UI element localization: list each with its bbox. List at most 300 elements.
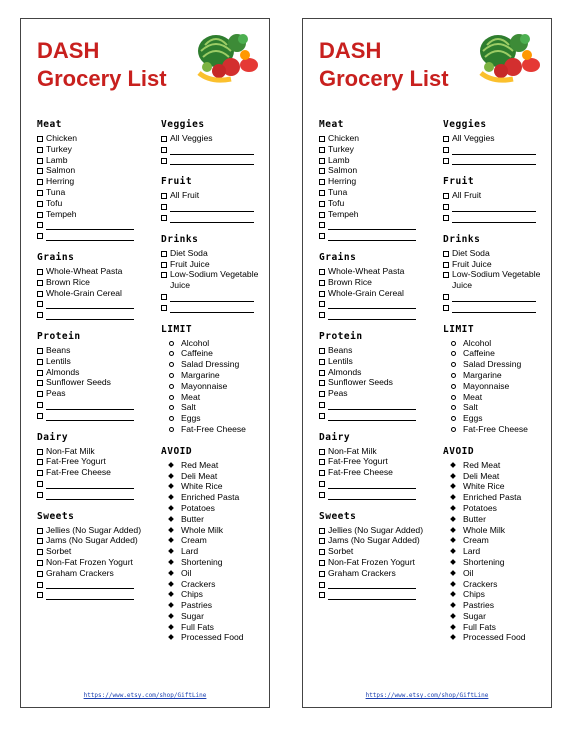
diamond-bullet-icon bbox=[168, 462, 174, 468]
write-in-line[interactable] bbox=[170, 215, 254, 223]
checkbox-icon[interactable] bbox=[161, 193, 167, 199]
write-in-line[interactable] bbox=[46, 592, 134, 600]
list-item bbox=[443, 381, 547, 392]
blank-line-item[interactable] bbox=[443, 212, 547, 223]
write-in-line[interactable] bbox=[170, 305, 254, 313]
diamond-bullet-icon bbox=[168, 602, 174, 608]
diamond-bullet-icon bbox=[450, 602, 456, 608]
checkbox-icon[interactable] bbox=[319, 179, 325, 185]
list-item bbox=[443, 248, 547, 259]
diamond-bullet-icon bbox=[168, 473, 174, 479]
checkbox-icon[interactable] bbox=[319, 280, 325, 286]
section-heading-fruit: Fruit bbox=[161, 176, 193, 188]
item-label: Oil bbox=[463, 567, 474, 578]
write-in-line[interactable] bbox=[328, 492, 416, 500]
list-item bbox=[319, 446, 437, 457]
item-label: Non-Fat Frozen Yogurt bbox=[328, 556, 415, 567]
list-item bbox=[161, 589, 265, 600]
write-in-line[interactable] bbox=[452, 204, 536, 212]
write-in-line[interactable] bbox=[170, 157, 254, 165]
section-dairy bbox=[319, 432, 437, 500]
blank-line-item[interactable] bbox=[319, 410, 437, 421]
right-column bbox=[161, 119, 265, 654]
write-in-line[interactable] bbox=[46, 481, 134, 489]
item-label: Enriched Pasta bbox=[463, 492, 522, 503]
section-drinks bbox=[161, 234, 265, 313]
item-list-protein bbox=[37, 345, 155, 421]
checkbox-icon[interactable] bbox=[319, 528, 325, 534]
item-label: Potatoes bbox=[463, 502, 497, 513]
write-in-line[interactable] bbox=[170, 294, 254, 302]
item-label: Full Fats bbox=[181, 621, 214, 632]
checkbox-icon[interactable] bbox=[319, 312, 325, 318]
checkbox-icon[interactable] bbox=[37, 136, 43, 142]
checkbox-icon[interactable] bbox=[319, 413, 325, 419]
section-heading-drinks: Drinks bbox=[161, 233, 199, 245]
item-label: Graham Crackers bbox=[328, 567, 396, 578]
checkbox-icon[interactable] bbox=[319, 201, 325, 207]
item-label: Sugar bbox=[463, 610, 486, 621]
checkbox-icon[interactable] bbox=[161, 294, 167, 300]
circle-bullet-icon bbox=[451, 395, 456, 400]
diamond-bullet-icon bbox=[450, 559, 456, 565]
checkbox-icon[interactable] bbox=[443, 305, 449, 311]
section-fruit bbox=[161, 176, 265, 222]
write-in-line[interactable] bbox=[328, 233, 416, 241]
blank-line-item[interactable] bbox=[443, 155, 547, 166]
list-item bbox=[37, 165, 155, 176]
diamond-bullet-icon bbox=[450, 581, 456, 587]
write-in-line[interactable] bbox=[46, 581, 134, 589]
section-grains bbox=[319, 252, 437, 320]
diamond-bullet-icon bbox=[168, 527, 174, 533]
checkbox-icon[interactable] bbox=[319, 459, 325, 465]
checkbox-icon[interactable] bbox=[37, 168, 43, 174]
list-item bbox=[161, 381, 265, 392]
list-item bbox=[443, 632, 547, 643]
checkbox-icon[interactable] bbox=[319, 158, 325, 164]
section-grains bbox=[37, 252, 155, 320]
circle-bullet-icon bbox=[169, 405, 174, 410]
diamond-bullet-icon bbox=[450, 537, 456, 543]
list-item bbox=[319, 266, 437, 277]
blank-line-item[interactable] bbox=[37, 478, 155, 489]
list-item bbox=[443, 338, 547, 349]
write-in-line[interactable] bbox=[46, 413, 134, 421]
item-label: Cream bbox=[463, 535, 489, 546]
item-label: Sunflower Seeds bbox=[46, 377, 111, 388]
item-label: Whole-Grain Cereal bbox=[328, 287, 404, 298]
item-label: Salmon bbox=[328, 165, 358, 176]
checkbox-icon[interactable] bbox=[319, 571, 325, 577]
item-list-veggies bbox=[161, 133, 265, 165]
item-label: Shortening bbox=[463, 556, 505, 567]
circle-bullet-icon bbox=[169, 427, 174, 432]
blank-line-item[interactable] bbox=[161, 212, 265, 223]
checkbox-icon[interactable] bbox=[443, 262, 449, 268]
checkbox-icon[interactable] bbox=[319, 168, 325, 174]
list-item bbox=[161, 632, 265, 643]
checkbox-icon[interactable] bbox=[319, 370, 325, 376]
checkbox-icon[interactable] bbox=[37, 459, 43, 465]
list-item bbox=[443, 392, 547, 403]
write-in-line[interactable] bbox=[452, 147, 536, 155]
circle-bullet-icon bbox=[451, 373, 456, 378]
list-item bbox=[319, 288, 437, 299]
checkbox-icon[interactable] bbox=[443, 294, 449, 300]
blank-line-item[interactable] bbox=[37, 399, 155, 410]
section-avoid bbox=[161, 446, 265, 644]
item-list-fruit bbox=[443, 190, 547, 222]
checkbox-icon[interactable] bbox=[37, 301, 43, 307]
item-label: All Fruit bbox=[170, 190, 200, 201]
list-item bbox=[37, 345, 155, 356]
list-item bbox=[161, 460, 265, 471]
diamond-bullet-icon bbox=[450, 624, 456, 630]
blank-line-item[interactable] bbox=[161, 302, 265, 313]
item-label: Diet Soda bbox=[452, 247, 490, 258]
checkbox-icon[interactable] bbox=[319, 190, 325, 196]
blank-line-item[interactable] bbox=[161, 291, 265, 302]
blank-line-item[interactable] bbox=[319, 219, 437, 230]
write-in-line[interactable] bbox=[328, 581, 416, 589]
item-list-grains bbox=[319, 266, 437, 320]
checkbox-icon[interactable] bbox=[37, 413, 43, 419]
checkbox-icon[interactable] bbox=[37, 380, 43, 386]
checkbox-icon[interactable] bbox=[319, 348, 325, 354]
blank-line-item[interactable] bbox=[443, 144, 547, 155]
checkbox-icon[interactable] bbox=[443, 215, 449, 221]
list-item bbox=[37, 367, 155, 378]
list-item bbox=[443, 481, 547, 492]
checkbox-icon[interactable] bbox=[37, 449, 43, 455]
blank-line-item[interactable] bbox=[37, 219, 155, 230]
checkbox-icon[interactable] bbox=[161, 272, 167, 278]
checkbox-icon[interactable] bbox=[37, 492, 43, 498]
item-label: Pastries bbox=[181, 600, 213, 611]
list-item bbox=[443, 579, 547, 590]
checkbox-icon[interactable] bbox=[443, 251, 449, 257]
checkbox-icon[interactable] bbox=[319, 492, 325, 498]
item-label: Fruit Juice bbox=[452, 258, 492, 269]
checkbox-icon[interactable] bbox=[37, 582, 43, 588]
checkbox-icon[interactable] bbox=[37, 538, 43, 544]
item-list-limit bbox=[443, 338, 547, 435]
section-heading-meat: Meat bbox=[319, 119, 344, 130]
blank-line-item[interactable] bbox=[319, 589, 437, 600]
checkbox-icon[interactable] bbox=[319, 301, 325, 307]
write-in-line[interactable] bbox=[328, 222, 416, 230]
item-label: Sugar bbox=[181, 610, 204, 621]
checkbox-icon[interactable] bbox=[443, 204, 449, 210]
checkbox-icon[interactable] bbox=[319, 222, 325, 228]
checkbox-icon[interactable] bbox=[37, 560, 43, 566]
checkbox-icon[interactable] bbox=[319, 233, 325, 239]
checkbox-icon[interactable] bbox=[37, 201, 43, 207]
vegetables-image bbox=[473, 27, 543, 87]
write-in-line[interactable] bbox=[452, 294, 536, 302]
checkbox-icon[interactable] bbox=[37, 549, 43, 555]
checkbox-icon[interactable] bbox=[161, 305, 167, 311]
write-in-line[interactable] bbox=[46, 222, 134, 230]
checkbox-icon[interactable] bbox=[37, 481, 43, 487]
list-item bbox=[37, 187, 155, 198]
blank-line-item[interactable] bbox=[443, 291, 547, 302]
checkbox-icon[interactable] bbox=[37, 592, 43, 598]
checkbox-icon[interactable] bbox=[319, 269, 325, 275]
item-label: Chips bbox=[181, 589, 203, 600]
list-item bbox=[37, 176, 155, 187]
circle-bullet-icon bbox=[451, 341, 456, 346]
list-item bbox=[37, 133, 155, 144]
item-label: Salt bbox=[181, 402, 196, 413]
blank-line-item[interactable] bbox=[37, 489, 155, 500]
blank-line-item[interactable] bbox=[161, 144, 265, 155]
diamond-bullet-icon bbox=[450, 527, 456, 533]
blank-line-item[interactable] bbox=[319, 478, 437, 489]
item-label: Meat bbox=[463, 391, 483, 402]
checkbox-icon[interactable] bbox=[319, 582, 325, 588]
checkbox-icon[interactable] bbox=[319, 136, 325, 142]
list-item bbox=[161, 359, 265, 370]
vegetables-image bbox=[191, 27, 261, 87]
list-item bbox=[161, 248, 265, 259]
item-label: Crackers bbox=[181, 578, 216, 589]
write-in-line[interactable] bbox=[46, 301, 134, 309]
blank-line-item[interactable] bbox=[37, 410, 155, 421]
checkbox-icon[interactable] bbox=[319, 402, 325, 408]
section-heading-dairy: Dairy bbox=[37, 431, 69, 443]
checkbox-icon[interactable] bbox=[161, 158, 167, 164]
checkbox-icon[interactable] bbox=[319, 391, 325, 397]
write-in-line[interactable] bbox=[328, 481, 416, 489]
blank-line-item[interactable] bbox=[443, 302, 547, 313]
item-label: All Veggies bbox=[452, 133, 495, 143]
checkbox-icon[interactable] bbox=[443, 136, 449, 142]
item-label: Brown Rice bbox=[328, 276, 372, 287]
list-item bbox=[37, 356, 155, 367]
write-in-line[interactable] bbox=[328, 301, 416, 309]
diamond-bullet-icon bbox=[168, 548, 174, 554]
checkbox-icon[interactable] bbox=[443, 272, 449, 278]
page-title bbox=[319, 37, 449, 93]
checkbox-icon[interactable] bbox=[37, 312, 43, 318]
write-in-line[interactable] bbox=[170, 147, 254, 155]
write-in-line[interactable] bbox=[452, 215, 536, 223]
diamond-bullet-icon bbox=[450, 516, 456, 522]
blank-line-item[interactable] bbox=[319, 489, 437, 500]
shop-link[interactable]: https://www.etsy.com/shop/GiftLine bbox=[83, 692, 207, 699]
write-in-line[interactable] bbox=[328, 592, 416, 600]
section-fruit bbox=[443, 176, 547, 222]
diamond-bullet-icon bbox=[450, 635, 456, 641]
list-item bbox=[319, 535, 437, 546]
circle-bullet-icon bbox=[451, 405, 456, 410]
checkbox-icon[interactable] bbox=[319, 212, 325, 218]
checkbox-icon[interactable] bbox=[443, 193, 449, 199]
list-item bbox=[37, 377, 155, 388]
circle-bullet-icon bbox=[451, 384, 456, 389]
section-heading-grains: Grains bbox=[319, 251, 357, 263]
item-list-fruit bbox=[161, 190, 265, 222]
write-in-line[interactable] bbox=[46, 312, 134, 320]
checkbox-icon[interactable] bbox=[37, 571, 43, 577]
checkbox-icon[interactable] bbox=[319, 592, 325, 598]
checkbox-icon[interactable] bbox=[37, 280, 43, 286]
item-label: Butter bbox=[463, 513, 486, 524]
checkbox-icon[interactable] bbox=[161, 147, 167, 153]
checkbox-icon[interactable] bbox=[37, 212, 43, 218]
write-in-line[interactable] bbox=[170, 204, 254, 212]
checkbox-icon[interactable] bbox=[319, 470, 325, 476]
list-item bbox=[319, 525, 437, 536]
shop-link[interactable]: https://www.etsy.com/shop/GiftLine bbox=[365, 692, 489, 699]
item-label: Processed Food bbox=[181, 632, 244, 643]
section-heading-veggies: Veggies bbox=[161, 119, 205, 130]
diamond-bullet-icon bbox=[450, 494, 456, 500]
write-in-line[interactable] bbox=[328, 312, 416, 320]
checkbox-icon[interactable] bbox=[319, 481, 325, 487]
item-label: Butter bbox=[181, 513, 204, 524]
item-label: Brown Rice bbox=[46, 276, 90, 287]
list-item bbox=[319, 198, 437, 209]
list-item bbox=[443, 413, 547, 424]
checkbox-icon[interactable] bbox=[37, 158, 43, 164]
grocery-card-left bbox=[20, 18, 270, 708]
list-item bbox=[37, 198, 155, 209]
checkbox-icon[interactable] bbox=[37, 291, 43, 297]
checkbox-icon[interactable] bbox=[37, 222, 43, 228]
checkbox-icon[interactable] bbox=[37, 190, 43, 196]
item-label: Jellies (No Sugar Added) bbox=[328, 524, 424, 535]
checkbox-icon[interactable] bbox=[443, 158, 449, 164]
checkbox-icon[interactable] bbox=[161, 262, 167, 268]
blank-line-item[interactable] bbox=[319, 579, 437, 590]
item-label: Diet Soda bbox=[170, 247, 208, 258]
write-in-line[interactable] bbox=[452, 157, 536, 165]
list-item bbox=[443, 568, 547, 579]
blank-line-item[interactable] bbox=[319, 298, 437, 309]
checkbox-icon[interactable] bbox=[319, 549, 325, 555]
checkbox-icon[interactable] bbox=[37, 179, 43, 185]
checkbox-icon[interactable] bbox=[443, 147, 449, 153]
checkbox-icon[interactable] bbox=[319, 449, 325, 455]
checkbox-icon[interactable] bbox=[37, 348, 43, 354]
list-item bbox=[161, 546, 265, 557]
list-item bbox=[443, 492, 547, 503]
list-item bbox=[443, 525, 547, 536]
diamond-bullet-icon bbox=[450, 548, 456, 554]
section-heading-sweets: Sweets bbox=[37, 510, 75, 522]
blank-line-item[interactable] bbox=[443, 201, 547, 212]
diamond-bullet-icon bbox=[168, 581, 174, 587]
item-label: Mayonnaise bbox=[463, 380, 510, 391]
item-label: Shortening bbox=[181, 556, 223, 567]
item-list-drinks bbox=[161, 248, 265, 313]
item-label: Fruit Juice bbox=[170, 258, 210, 269]
right-column bbox=[443, 119, 547, 654]
blank-line-item[interactable] bbox=[37, 579, 155, 590]
list-item bbox=[37, 266, 155, 277]
checkbox-icon[interactable] bbox=[319, 147, 325, 153]
write-in-line[interactable] bbox=[46, 402, 134, 410]
write-in-line[interactable] bbox=[328, 413, 416, 421]
write-in-line[interactable] bbox=[46, 233, 134, 241]
write-in-line[interactable] bbox=[46, 492, 134, 500]
checkbox-icon[interactable] bbox=[37, 269, 43, 275]
diamond-bullet-icon bbox=[168, 624, 174, 630]
list-item bbox=[37, 456, 155, 467]
list-item bbox=[443, 622, 547, 633]
checkbox-icon[interactable] bbox=[161, 215, 167, 221]
blank-line-item[interactable] bbox=[319, 399, 437, 410]
blank-line-item[interactable] bbox=[319, 230, 437, 241]
checkbox-icon[interactable] bbox=[161, 136, 167, 142]
list-item bbox=[161, 600, 265, 611]
checkbox-icon[interactable] bbox=[319, 560, 325, 566]
item-label: Chicken bbox=[46, 133, 78, 143]
blank-line-item[interactable] bbox=[319, 309, 437, 320]
blank-line-item[interactable] bbox=[37, 309, 155, 320]
blank-line-item[interactable] bbox=[161, 155, 265, 166]
item-label: Herring bbox=[46, 176, 75, 187]
item-label: Sorbet bbox=[46, 546, 72, 557]
checkbox-icon[interactable] bbox=[37, 147, 43, 153]
list-item bbox=[37, 144, 155, 155]
item-list-veggies bbox=[443, 133, 547, 165]
list-item bbox=[319, 209, 437, 220]
checkbox-icon[interactable] bbox=[37, 528, 43, 534]
write-in-line[interactable] bbox=[452, 305, 536, 313]
checkbox-icon[interactable] bbox=[37, 370, 43, 376]
checkbox-icon[interactable] bbox=[161, 251, 167, 257]
checkbox-icon[interactable] bbox=[319, 380, 325, 386]
blank-line-item[interactable] bbox=[37, 298, 155, 309]
checkbox-icon[interactable] bbox=[37, 391, 43, 397]
checkbox-icon[interactable] bbox=[319, 359, 325, 365]
list-item bbox=[319, 467, 437, 478]
checkbox-icon[interactable] bbox=[37, 402, 43, 408]
list-item bbox=[37, 557, 155, 568]
item-label: Fat-Free Cheese bbox=[328, 467, 393, 478]
left-column bbox=[37, 119, 155, 611]
section-sweets bbox=[37, 511, 155, 601]
checkbox-icon[interactable] bbox=[37, 233, 43, 239]
blank-line-item[interactable] bbox=[37, 589, 155, 600]
blank-line-item[interactable] bbox=[37, 230, 155, 241]
item-label: Fat-Free Cheese bbox=[181, 423, 246, 434]
item-label: White Rice bbox=[181, 481, 223, 492]
checkbox-icon[interactable] bbox=[37, 470, 43, 476]
diamond-bullet-icon bbox=[450, 473, 456, 479]
list-item bbox=[319, 187, 437, 198]
item-list-dairy bbox=[319, 446, 437, 500]
list-item bbox=[161, 471, 265, 482]
checkbox-icon[interactable] bbox=[37, 359, 43, 365]
item-label: Beans bbox=[328, 344, 353, 355]
list-item bbox=[161, 557, 265, 568]
checkbox-icon[interactable] bbox=[161, 204, 167, 210]
checkbox-icon[interactable] bbox=[319, 291, 325, 297]
circle-bullet-icon bbox=[451, 351, 456, 356]
item-label: All Fruit bbox=[452, 190, 482, 201]
circle-bullet-icon bbox=[169, 373, 174, 378]
write-in-line[interactable] bbox=[328, 402, 416, 410]
checkbox-icon[interactable] bbox=[319, 538, 325, 544]
blank-line-item[interactable] bbox=[161, 201, 265, 212]
circle-bullet-icon bbox=[169, 362, 174, 367]
item-label: Lard bbox=[181, 546, 199, 557]
